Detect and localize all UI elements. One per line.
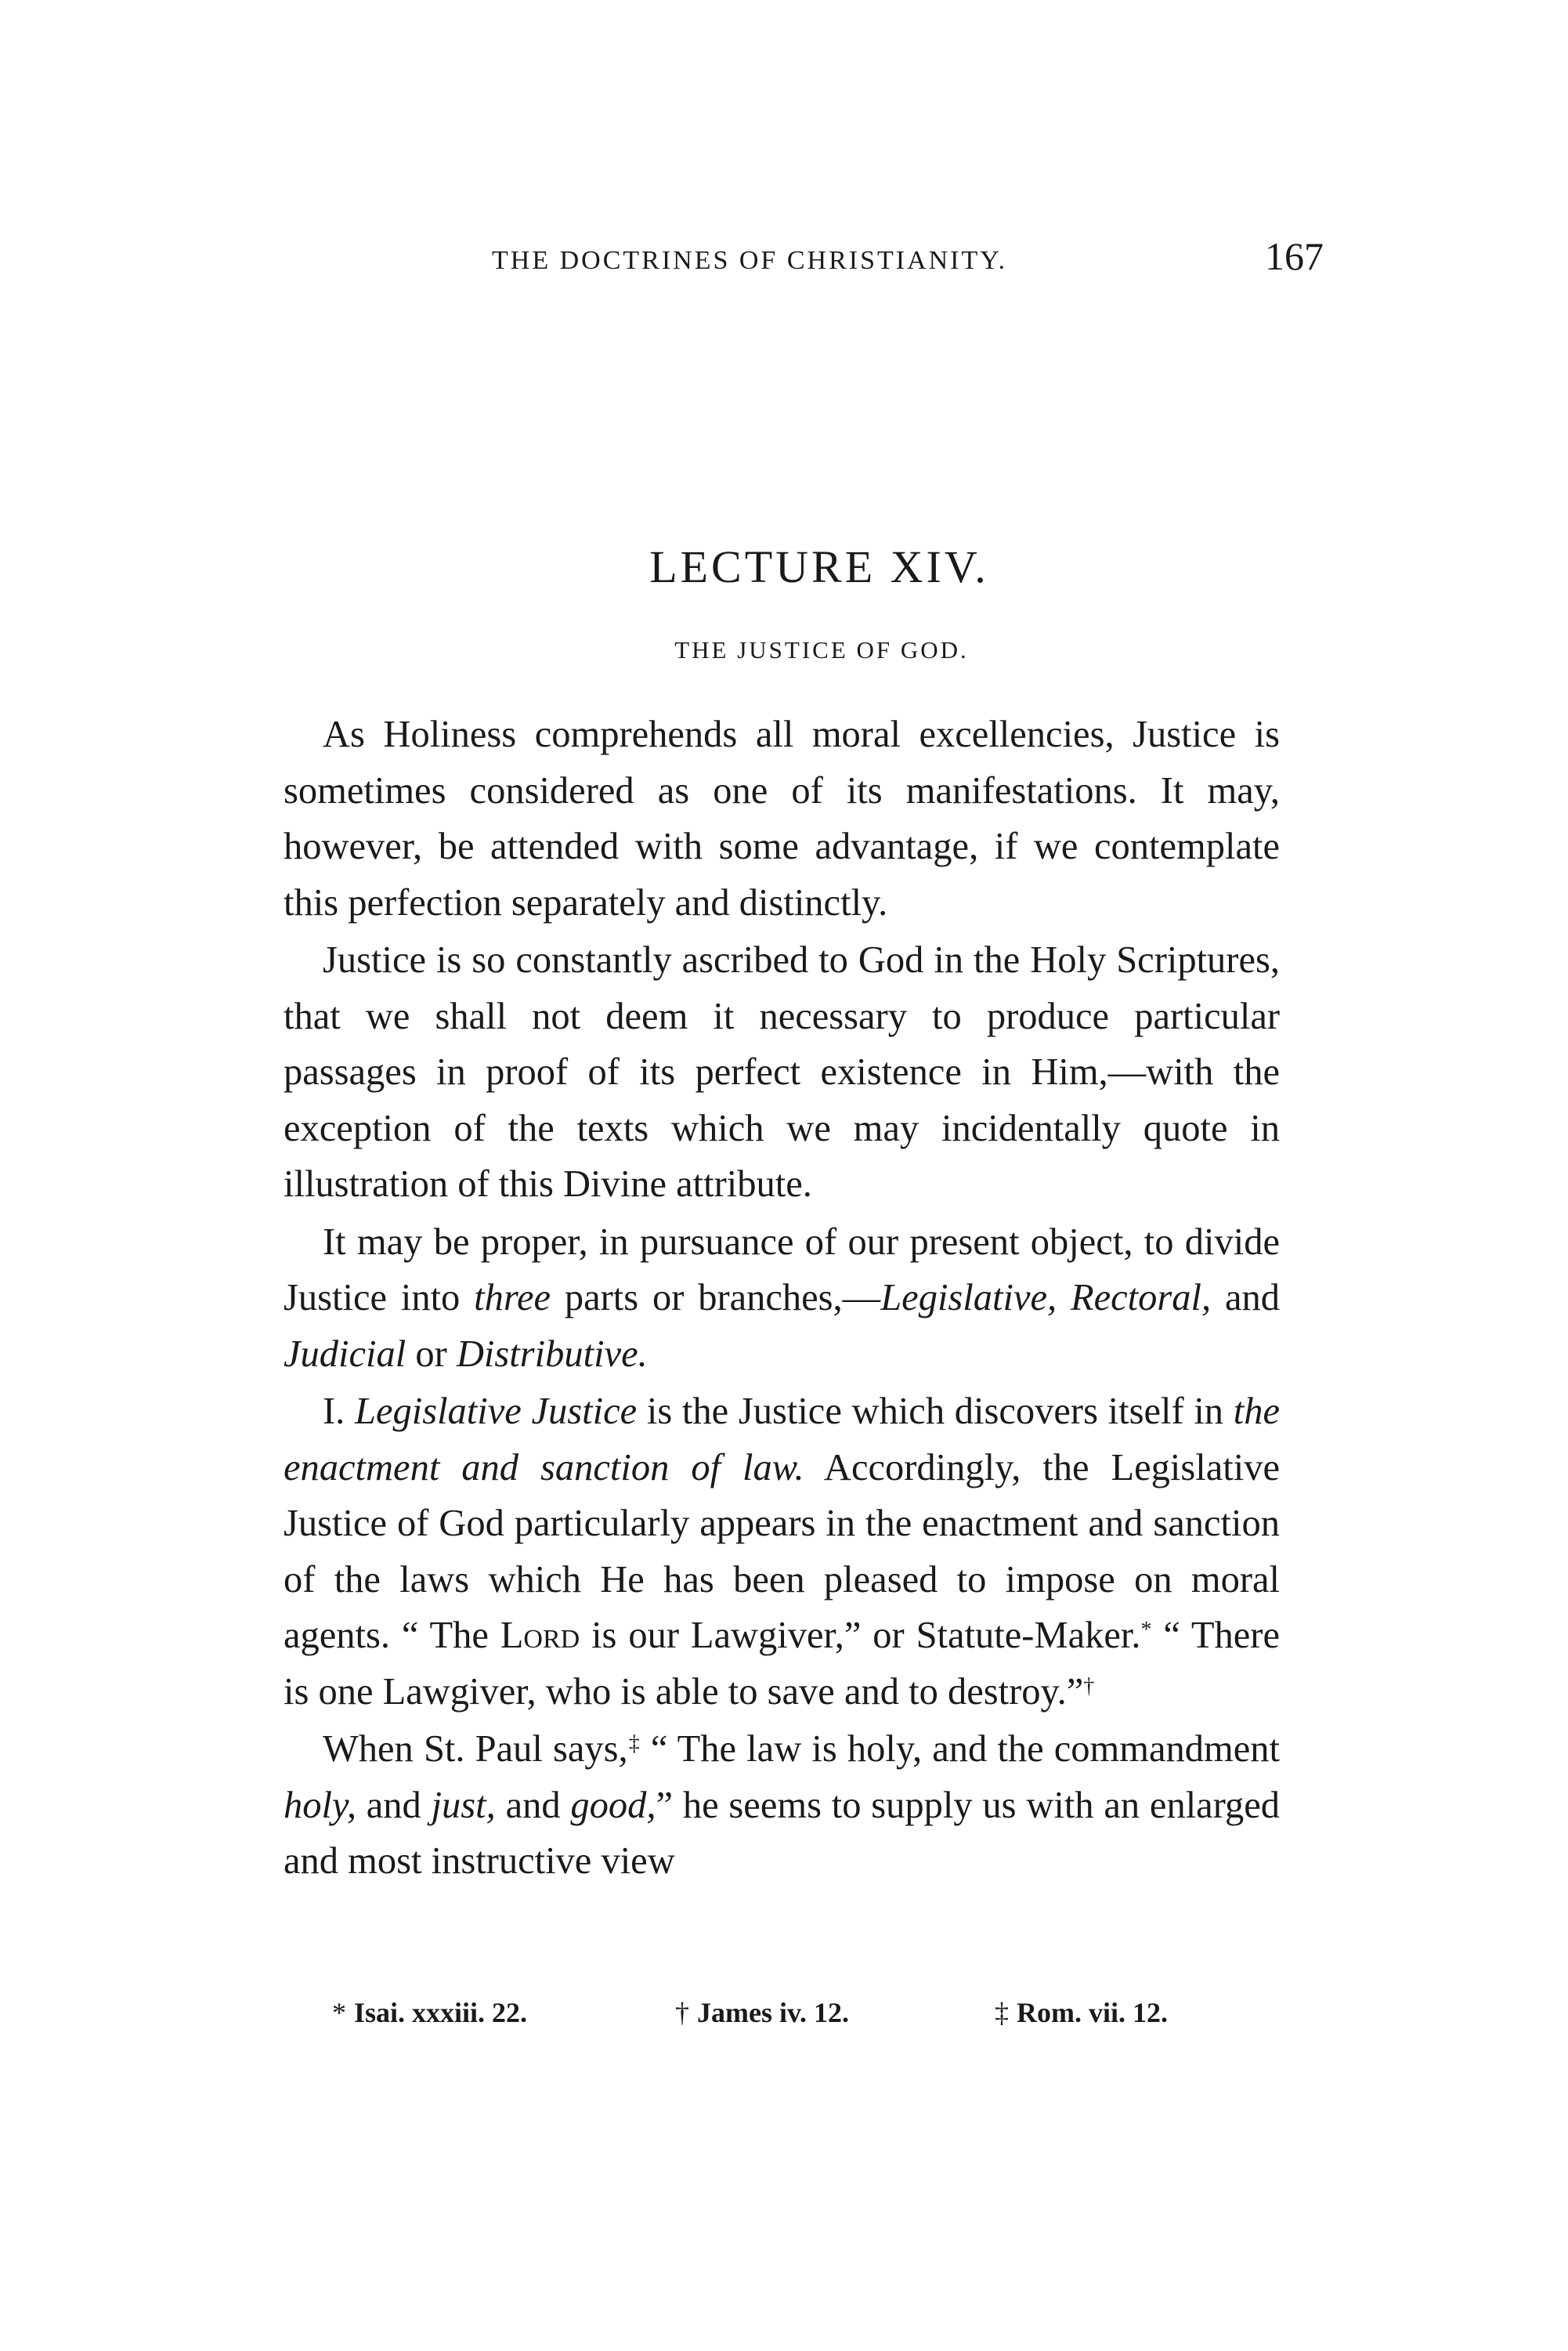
- footnote-1: [332, 1996, 527, 2029]
- paragraph-1: As Holiness comprehends all moral excellencies, Justice is sometimes considered as one of its manifestations. It may, however, be attended with some advantage, if we contemplate this perfection separately and distinctly.: [284, 714, 1280, 924]
- emphasis: Legislative, Rectoral,: [880, 1277, 1212, 1318]
- footnote-3: [995, 1996, 1168, 2029]
- text-run: and: [1211, 1277, 1280, 1318]
- paragraph-2: Justice is so constantly ascribed to God in the Holy Scriptures, that we shall not deem it necessary to produce particular passages in proof of its perfect existence in Him,—with the exception of the texts which we may incidentally quote in illustration of this Divine attribute.: [284, 939, 1280, 1205]
- footnote-symbol: †: [675, 1997, 689, 2028]
- emphasis: just,: [431, 1784, 496, 1826]
- text-run: “ There is one Lawgiver, who is able to save and to destroy.”: [284, 1615, 1280, 1713]
- emphasis: Judicial: [284, 1333, 406, 1375]
- emphasis: Legislative Justice: [354, 1391, 638, 1432]
- text-run: I.: [323, 1391, 355, 1432]
- text-run: ” he seems to supply us with an enlarged and most instructive view: [284, 1784, 1281, 1882]
- footnote-symbol: *: [332, 1997, 346, 2028]
- text-run: or: [406, 1333, 457, 1375]
- text-run: and: [495, 1784, 571, 1826]
- paragraph-4: [284, 1383, 1280, 1720]
- footnote-ref-1: *: [1140, 1618, 1152, 1642]
- text-run: parts or branches,—: [551, 1277, 881, 1318]
- small-caps-lord: Lord: [500, 1615, 580, 1656]
- footnote-ref-3: ‡: [627, 1731, 641, 1756]
- footnote-text: Rom. vii. 12.: [1017, 1997, 1168, 2028]
- lecture-title: LECTURE XIV.: [649, 541, 989, 592]
- text-run: It may be proper, in pursuance of our present object, to divide Justice into: [284, 1221, 1280, 1318]
- text-run: Accordingly, the Legislative Justice of God particularly appears in the enactment and sanction of the laws which He has been pleased to impose on moral agents. “ The: [284, 1446, 1280, 1656]
- paragraph-3: [284, 1214, 1280, 1383]
- text-run: When St. Paul says,: [323, 1728, 628, 1770]
- text-run: and: [356, 1784, 432, 1826]
- emphasis: three: [474, 1277, 551, 1318]
- emphasis: the enactment and sanction of law.: [284, 1391, 1281, 1488]
- running-title: THE DOCTRINES OF CHRISTIANITY.: [492, 246, 1007, 275]
- footnote-text: Isai. xxxiii. 22.: [354, 1997, 528, 2028]
- running-head: [282, 234, 1324, 287]
- footnote-text: James iv. 12.: [697, 1997, 849, 2028]
- emphasis: holy,: [284, 1784, 356, 1826]
- emphasis: Distributive.: [456, 1333, 648, 1375]
- lecture-subtitle: THE JUSTICE OF GOD.: [674, 636, 969, 664]
- emphasis: good,: [570, 1784, 656, 1826]
- body-text: [284, 707, 1280, 1890]
- paragraph-5: [284, 1721, 1280, 1890]
- footnote-ref-2: †: [1083, 1673, 1095, 1698]
- page-number: 167: [1265, 234, 1324, 278]
- text-run: “ The law is holy, and the commandment: [640, 1728, 1281, 1770]
- text-run: is the Justice which discovers itself in: [637, 1391, 1234, 1432]
- footnote-2: [675, 1996, 849, 2029]
- footnote-symbol: ‡: [995, 1997, 1009, 2028]
- text-run: is our Lawgiver,” or Statute-Maker.: [580, 1615, 1141, 1656]
- footnotes: [0, 1996, 1568, 2035]
